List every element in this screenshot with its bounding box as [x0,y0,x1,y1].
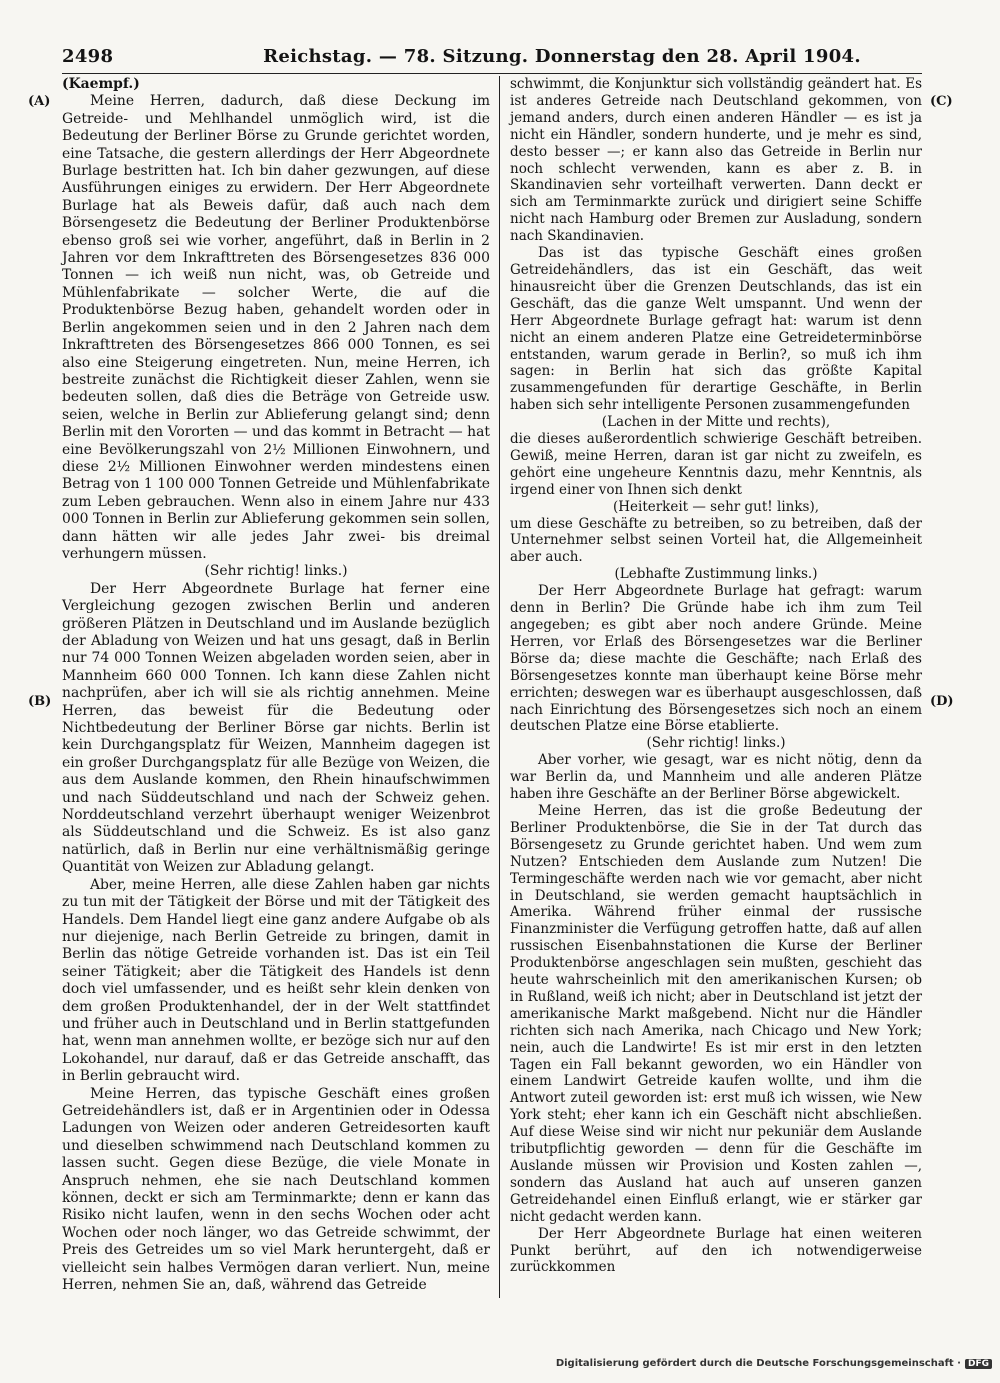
page-header [62,46,922,72]
paragraph: Der Herr Abgeordnete Burlage hat gefragt: warum denn in Berlin? Die Gründe habe ich ihm zum Teil angegeben; es gibt aber noch andere Gründe. Meine Herren, vor Erlaß des Börsengesetzes war die Berliner Börse da; diese machte die Geschäfte; nach Erlaß des Börsengesetzes konnte man überhaupt keine Börse mehr errichten; deswegen war es überhaupt ausgeschlossen, daß nach Einrichtung des Börsengesetzes sich noch an einem deutschen Platze eine Börse etablierte. [510,583,922,735]
paragraph: Der Herr Abgeordnete Burlage hat ferner eine Vergleichung gezogen zwischen Berlin und anderen größeren Plätzen in Deutschland und im Auslande bezüglich der Abladung von Weizen und hat uns gesagt, daß in Berlin nur 74 000 Tonnen Weizen abgeladen worden seien, aber in Mannheim 660 000 Tonnen. Ich kann diese Zahlen nicht nachprüfen, aber ich will sie als richtig annehmen. Meine Herren, das beweist für die Bedeutung oder Nichtbedeutung der Berliner Börse gar nichts. Berlin ist kein Durchgangsplatz für Weizen, Mannheim dagegen ist ein großer Durchgangsplatz für alle Bezüge von Weizen, die aus dem Auslande kommen, den Rhein hinaufschwimmen und nach Süddeutschland und nach der Schweiz gehen. Norddeutschland verzehrt überhaupt weniger Weizenbrot als Süddeutschland und die Schweiz. Es ist also ganz natürlich, daß in Berlin nur eine verhältnismäßig geringe Quantität von Weizen zur Abladung gelangt. [62,580,490,876]
paragraph: Der Herr Abgeordnete Burlage hat einen weiteren Punkt berührt, auf den ich notwendigerweise zurückkommen [510,1225,922,1276]
header-rule [62,73,922,74]
dfg-logo: DFG [965,1359,992,1369]
running-title: Reichstag. — 78. Sitzung. Donnerstag den 28. April 1904. [263,46,861,67]
paragraph-continued: um diese Geschäfte zu betreiben, so zu betreiben, daß der Unternehmer selbst seinen Vorteil hat, die Allgemeinheit aber auch. [510,515,922,566]
interjection: (Heiterkeit — sehr gut! links), [612,498,820,515]
right-column [510,76,922,1276]
paragraph-continued: die dieses außerordentlich schwierige Geschäft betreiben. Gewiß, meine Herren, daran ist gar nicht zu zweifeln, es gehört eine ungeheure Kenntnis dazu, mehr Kenntnis, als irgend einer von Ihnen sich denkt [510,431,922,498]
paragraph: Meine Herren, dadurch, daß diese Deckung im Getreide- und Mehlhandel unmöglich wird, ist die Bedeutung der Berliner Börse zu Grunde gerichtet worden, eine Tatsache, die gestern allerdings der Herr Abgeordnete Burlage bestritten hat. Ich bin daher gezwungen, auf diese Ausführungen einiges zu erwidern. Der Herr Abgeordnete Burlage hat als Beweis dafür, daß auch nach dem Börsengesetz die Bedeutung der Berliner Produktenbörse ebenso groß sei wie vorher, angeführt, daß in Berlin in 2 Jahren vor dem Inkrafttreten des Börsengesetzes 836 000 Tonnen — ich weiß nun nicht, was, ob Getreide und Mühlenfabrikate — solcher Werte, die auf die Produktenbörse Bezug haben, gehandelt worden oder in Berlin angekommen seien und in den 2 Jahren nach dem Inkrafttreten des Börsengesetzes 866 000 Tonnen, es sei also eine Steigerung eingetreten. Nun, meine Herren, ich bestreite zunächst die Richtigkeit dieser Zahlen, wenn sie bedeuten sollen, daß dies die Beträge von Getreide usw. seien, welche in Berlin zur Ablieferung gelangt sind; denn Berlin mit den Vororten — und das kommt in Betracht — hat eine Bevölkerungszahl von 2½ Millionen Einwohnern, und diese 2½ Millionen Einwohner werden mindestens einen Betrag von 1 100 000 Tonnen Getreide und Mühlenfabrikate zum Leben gebrauchen. Wenn also in einem Jahre nur 433 000 Tonnen in Berlin zur Ablieferung gekommen sein sollen, dann hätten wir alle jedes Jahr zwei- bis dreimal verhungern müssen. [62,93,490,562]
interjection: (Sehr richtig! links.) [204,563,348,580]
page-number: 2498 [62,46,114,67]
margin-marker-b: (B) [28,694,52,709]
digitization-credit [556,1358,992,1369]
interjection: (Lebhafte Zustimmung links.) [614,566,818,583]
interjection: (Sehr richtig! links.) [646,735,786,752]
paragraph: Meine Herren, das typische Geschäft eines großen Getreidehändlers ist, daß er in Argentinien oder in Odessa Ladungen von Weizen oder anderen Getreidesorten kauft und dieselben schwimmend nach Deutschland kommen zu lassen sucht. Gegen diese Bezüge, die viele Monate in Anspruch nehmen, ehe sie nach Deutschland kommen können, deckt er sich am Terminmarkte; denn er kann das Risiko nicht laufen, wenn in den sechs Wochen oder acht Wochen oder noch länger, wo das Getreide schwimmt, der Preis des Getreides um so viel Mark heruntergeht, daß er vielleicht sein halbes Vermögen daran verliert. Nun, meine Herren, nehmen Sie an, daß, während das Getreide [62,1085,490,1294]
margin-marker-a: (A) [28,94,51,109]
interjection: (Lachen in der Mitte und rechts), [601,414,831,431]
left-column [62,76,490,1294]
margin-marker-c: (C) [930,94,953,109]
paragraph: Aber vorher, wie gesagt, war es nicht nötig, denn da war Berlin da, und Mannheim und alle anderen Plätze haben ihre Geschäfte an der Berliner Börse abgewickelt. [510,752,922,803]
speaker-name: (Kaempf.) [62,76,140,92]
paragraph: Meine Herren, das ist die große Bedeutung der Berliner Produktenbörse, die Sie in der Tat durch das Börsengesetz zu Grunde gerichtet haben. Und wem zum Nutzen? Entschieden dem Auslande zum Nutzen! Die Termingeschäfte werden nach wie vor gemacht, aber nicht in Deutschland, sie werden gemacht hauptsächlich in Amerika. Während früher einmal der russische Finanzminister die Verfügung getroffen hatte, daß auf allen russischen Eisenbahnstationen die Kurse der Berliner Produktenbörse angeschlagen sein mußten, geschieht das heute wahrscheinlich mit den amerikanischen Kursen; ob in Rußland, weiß ich nicht; aber in Deutschland ist jetzt der amerikanische Markt maßgebend. Nicht nur die Händler richten sich nach Amerika, nach Chicago und New York; nein, auch die Landwirte! Es ist mir erst in den letzten Tagen ein Fall bekannt geworden, wo ein Händler von einem Landwirt Getreide kaufen wollte, und ihm die Antwort zuteil geworden ist: erst muß ich wissen, wie New York steht; eher kann ich ein Geschäft nicht abschließen. Auf diese Weise sind wir nicht nur pekuniär dem Auslande tributpflichtig geworden — denn für die Geschäfte im Auslande müssen wir Provision und Kosten zahlen —, sondern das Ausland hat auch auf unseren ganzen Getreidehandel einen Einfluß erlangt, wie er stärker gar nicht gedacht werden kann. [510,802,922,1225]
margin-marker-d: (D) [930,694,954,709]
footer-text: Digitalisierung gefördert durch die Deutsche Forschungsgemeinschaft · [555,1358,961,1369]
paragraph: Das ist das typische Geschäft eines großen Getreidehändlers, das ist ein Geschäft, das weit hinausreicht über die Grenzen Deutschlands, das ist ein Geschäft, das die ganze Welt umspannt. Und wenn der Herr Abgeordnete Burlage gefragt hat: warum ist denn nicht an einem anderen Platze eine Getreideterminbörse entstanden, warum gerade in Berlin?, so muß ich ihm sagen: in Berlin hat sich das größte Kapital zusammengefunden für derartige Geschäfte, in Berlin haben sich sehr intelligente Personen zusammengefunden [510,245,922,414]
paragraph-continued: schwimmt, die Konjunktur sich vollständig geändert hat. Es ist anderes Getreide nach Deutschland gekommen, von jemand anders, durch einen anderen Händler — es ist ja nicht ein Händler, sondern hunderte, und je mehr es sind, desto besser —; er kann also das Getreide in Berlin nur noch schlecht verwenden, kann es aber z. B. in Skandinavien sehr vorteilhaft verwerten. Dann deckt er sich am Terminmarkte zurück und dirigiert seine Schiffe nicht nach Hamburg oder Bremen zur Ausladung, sondern nach Skandinavien. [510,76,922,245]
paragraph: Aber, meine Herren, alle diese Zahlen haben gar nichts zu tun mit der Tätigkeit der Börse und mit der Tätigkeit des Handels. Dem Handel liegt eine ganz andere Aufgabe ob als nur diejenige, nach Berlin Getreide zu bringen, damit in Berlin das nötige Getreide vorhanden ist. Das ist ein Teil seiner Tätigkeit; aber die Tätigkeit des Handels ist denn doch viel umfassender, und es heißt sehr klein denken von dem großen Produktenhandel, der in der Welt stattfindet und früher auch in Deutschland und in Berlin stattgefunden hat, wenn man annehmen wollte, er bezöge sich nur auf den Lokohandel, nur darauf, daß er das Getreide anschafft, das in Berlin gebraucht wird. [62,876,490,1085]
column-divider [499,76,500,1298]
